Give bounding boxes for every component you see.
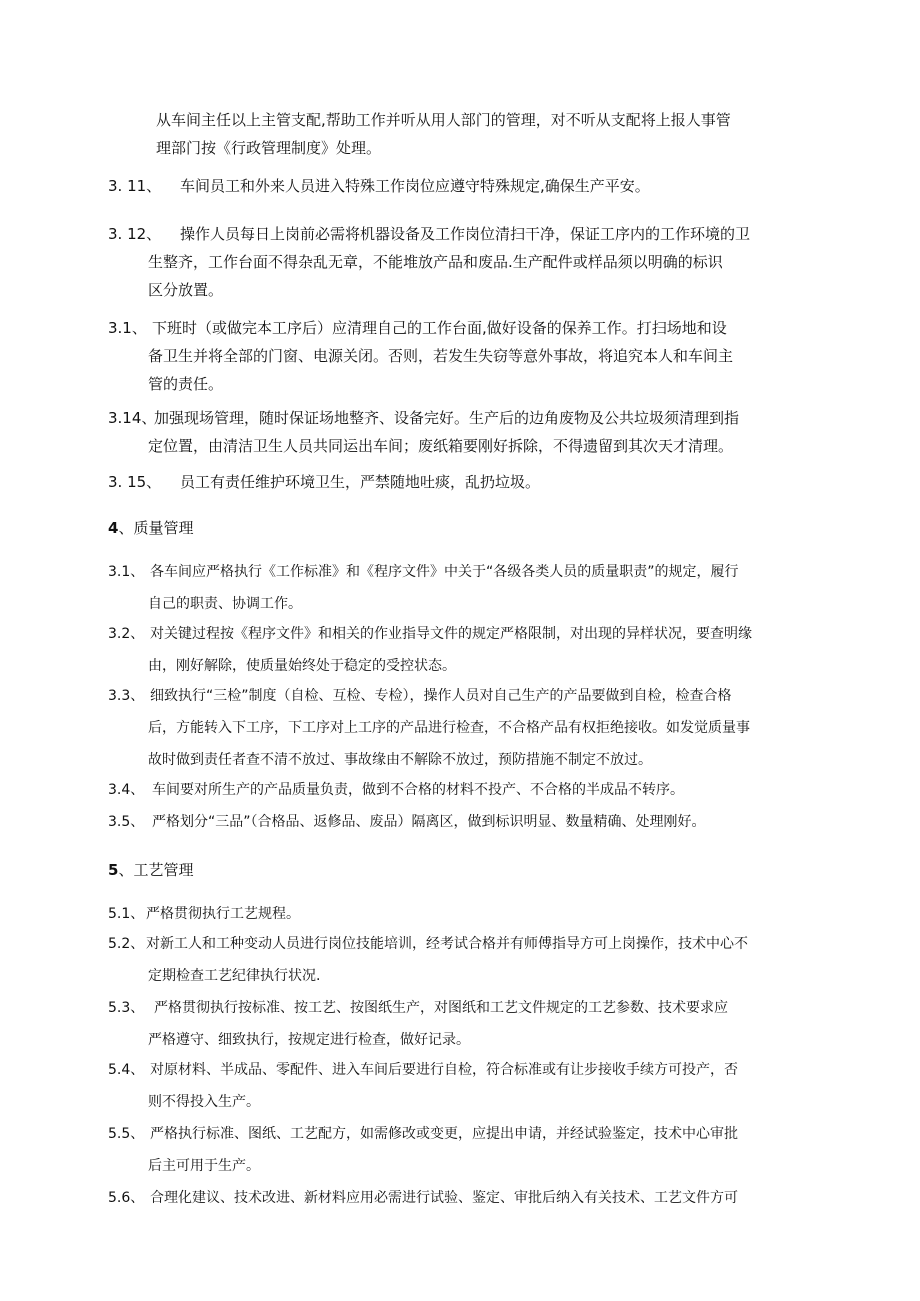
- item-text: 严格贯彻执行按标准、按工艺、按图纸生产，对图纸和工艺文件规定的工艺参数、技术要求应: [154, 1000, 728, 1016]
- item-text: 员工有责任维护环境卫生，严禁随地吐痰，乱扔垃圾。: [180, 473, 541, 491]
- section-5-heading: [108, 856, 193, 884]
- item-text: 加强现场管理，随时保证场地整齐、设备完好。生产后的边角废物及公共垃圾须清理到指: [154, 409, 740, 427]
- item-text: 生整齐，工作台面不得杂乱无章，不能堆放产品和废品.生产配件或样品须以明确的标识: [148, 253, 723, 271]
- list-item: [108, 404, 838, 460]
- item-number: 5.1、: [108, 906, 145, 922]
- item-text: 严格遵守、细致执行，按规定进行检查，做好记录。: [148, 1032, 470, 1048]
- list-item: [108, 680, 838, 776]
- item-text: 由，刚好解除，使质量始终处于稳定的受控状态。: [148, 658, 456, 674]
- item-text: 严格贯彻执行工艺规程。: [146, 906, 300, 922]
- list-item: [108, 468, 838, 496]
- item-number: 3.5、: [108, 814, 145, 830]
- list-item: [108, 172, 838, 200]
- item-number: 3.14、: [108, 409, 157, 427]
- item-number: 3.3、: [108, 688, 145, 704]
- item-number: 3.1、: [108, 319, 147, 337]
- item-text: 对新工人和工种变动人员进行岗位技能培训，经考试合格并有师傅指导方可上岗操作，技术中心不: [146, 936, 748, 952]
- list-item: [108, 556, 838, 620]
- list-item: [108, 992, 838, 1056]
- section-number: 4: [108, 519, 119, 537]
- item-text: 故时做到责任者查不清不放过、事故缘由不解除不放过，预防措施不制定不放过。: [148, 752, 652, 768]
- item-text: 对关键过程按《程序文件》和相关的作业指导文件的规定严格限制，对出现的异样状况，要查明缘: [150, 626, 752, 642]
- list-item: [108, 1118, 838, 1182]
- section-title: 、工艺管理: [118, 861, 194, 879]
- item-number: 3.2、: [108, 626, 145, 642]
- item-text: 各车间应严格执行《工作标准》和《程序文件》中关于“各级各类人员的质量职责”的规定，履行: [150, 564, 739, 580]
- item-text: 区分放置。: [148, 281, 224, 299]
- item-number: 3.4、: [108, 782, 145, 798]
- list-item: [108, 898, 838, 930]
- section-4-heading: [108, 514, 193, 542]
- list-item: [108, 220, 838, 304]
- item-text: 则不得投入生产。: [148, 1094, 260, 1110]
- intro-line-1: 从车间主任以上主管支配,帮助工作并听从用人部门的管理，对不听从支配将上报人事管: [156, 111, 731, 129]
- list-item: [108, 314, 838, 398]
- intro-line-2: 理部门按《行政管理制度》处理。: [156, 139, 382, 157]
- item-text: 定位置，由清洁卫生人员共同运出车间；废纸箱要刚好拆除，不得遗留到其次天才清理。: [148, 437, 734, 455]
- item-text: 后，方能转入下工序，下工序对上工序的产品进行检查，不合格产品有权拒绝接收。如发觉质量事: [148, 720, 750, 736]
- item-text: 严格划分“三品”（合格品、返修品、废品）隔离区，做到标识明显、数量精确、处理刚好。: [152, 814, 706, 830]
- item-text: 备卫生并将全部的门窗、电源关闭。否则，若发生失窃等意外事故，将追究本人和车间主: [148, 347, 734, 365]
- item-text: 车间要对所生产的产品质量负责，做到不合格的材料不投产、不合格的半成品不转序。: [152, 782, 684, 798]
- list-item: [108, 1054, 838, 1118]
- list-item: [108, 618, 838, 682]
- item-number: 5.6、: [108, 1190, 145, 1206]
- item-text: 细致执行“三检”制度（自检、互检、专检），操作人员对自己生产的产品要做到自检，检查合格: [150, 688, 732, 704]
- item-text: 后主可用于生产。: [148, 1158, 260, 1174]
- item-text: 管的责任。: [148, 375, 224, 393]
- item-text: 定期检查工艺纪律执行状况.: [148, 968, 321, 984]
- section-number: 5: [108, 861, 119, 879]
- item-number: 5.4、: [108, 1062, 145, 1078]
- item-number: 3. 15、: [108, 473, 162, 491]
- section-title: 、质量管理: [118, 519, 194, 537]
- item-text: 对原材料、半成品、零配件、进入车间后要进行自检，符合标准或有让步接收手续方可投产，否: [150, 1062, 738, 1078]
- item-text: 自己的职责、协调工作。: [148, 596, 302, 612]
- item-number: 5.5、: [108, 1126, 145, 1142]
- item-text: 严格执行标准、图纸、工艺配方，如需修改或变更，应提出申请，并经试验鉴定，技术中心审批: [150, 1126, 738, 1142]
- item-number: 3.1、: [108, 564, 145, 580]
- item-number: 5.2、: [108, 936, 145, 952]
- item-number: 5.3、: [108, 1000, 145, 1016]
- item-text: 操作人员每日上岗前必需将机器设备及工作岗位清扫干净，保证工序内的工作环境的卫: [180, 225, 751, 243]
- list-item: [108, 928, 838, 992]
- item-number: 3. 11、: [108, 177, 162, 195]
- item-text: 车间员工和外来人员进入特殊工作岗位应遵守特殊规定,确保生产平安。: [180, 177, 650, 195]
- item-number: 3. 12、: [108, 225, 162, 243]
- list-item: [108, 774, 838, 806]
- list-item: [108, 1182, 838, 1214]
- intro-paragraph: [108, 106, 838, 162]
- list-item: [108, 806, 838, 838]
- item-text: 合理化建议、技术改进、新材料应用必需进行试验、鉴定、审批后纳入有关技术、工艺文件方可: [150, 1190, 738, 1206]
- item-text: 下班时（或做完本工序后）应清理自己的工作台面,做好设备的保养工作。打扫场地和设: [152, 319, 727, 337]
